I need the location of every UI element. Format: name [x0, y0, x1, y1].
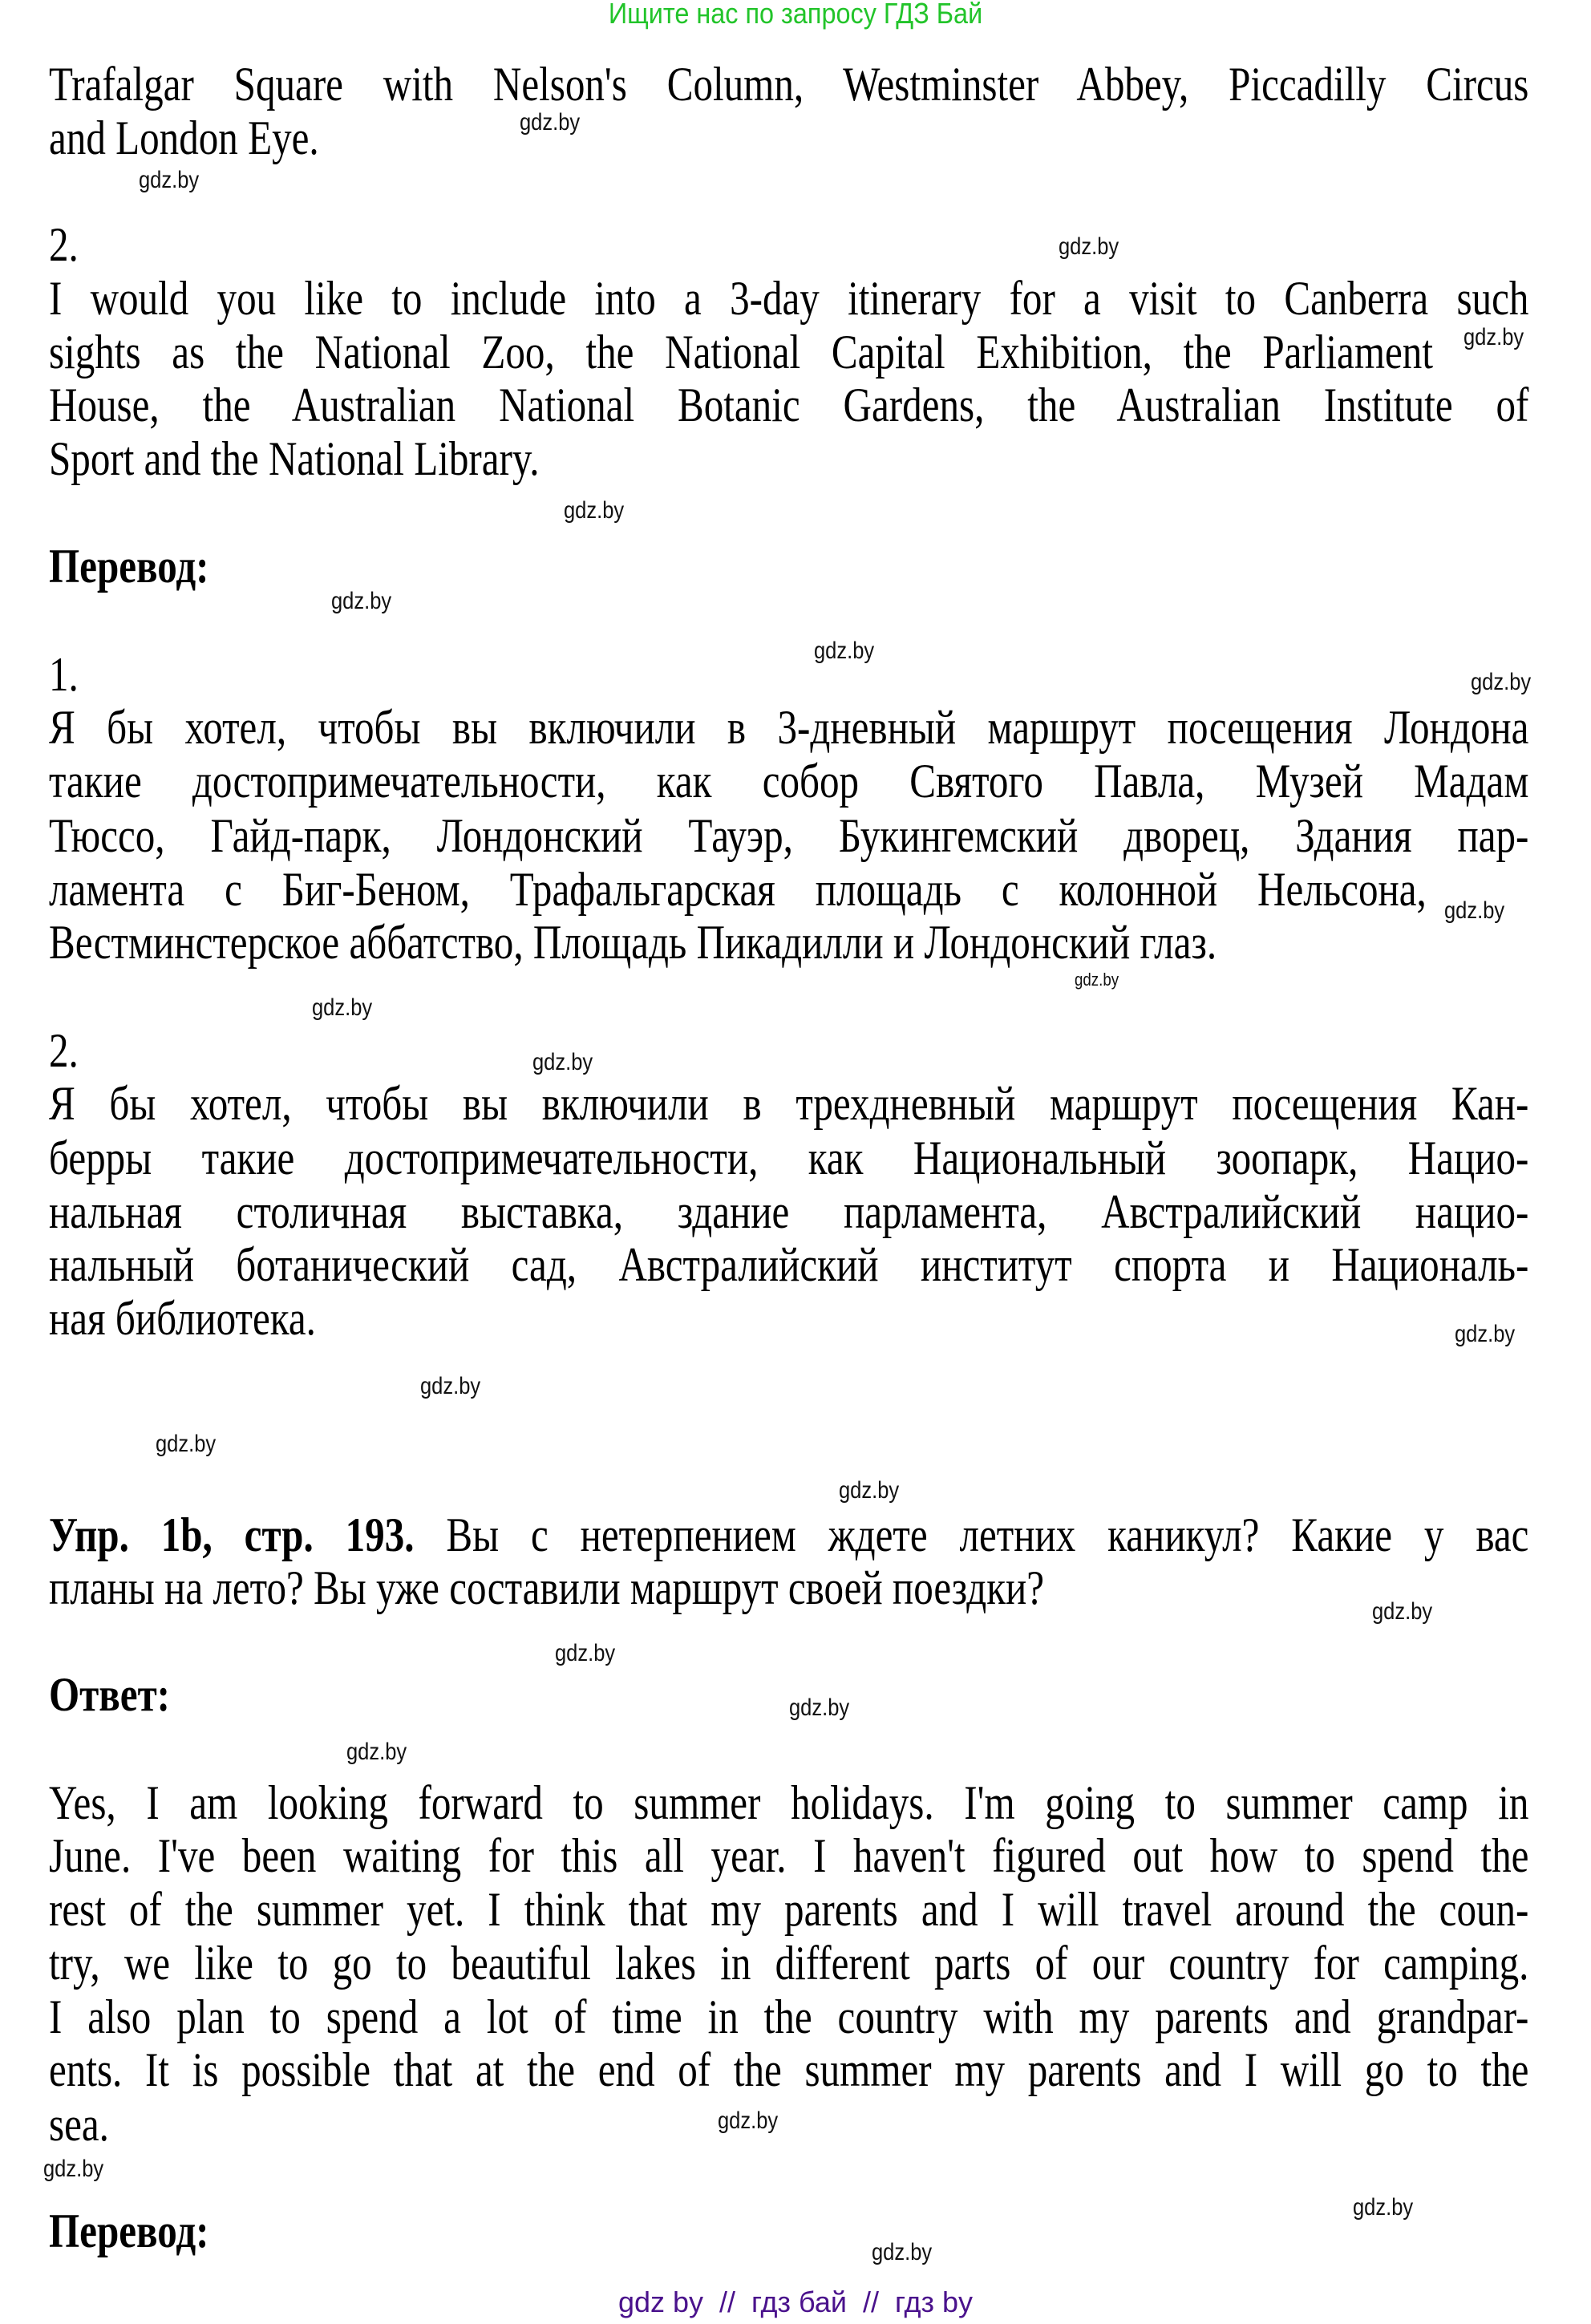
text-line: Я бы хотел, чтобы вы включили в 3-дневный маршрут посещения Лондона — [49, 701, 1529, 754]
text-line: I would you like to include into a 3-day itinerary for a visit to Canberra such — [49, 272, 1529, 325]
text-line: ная библиотека. — [49, 1292, 316, 1345]
watermark: gdz.by — [156, 1431, 217, 1457]
watermark: gdz.by — [312, 994, 373, 1021]
question-text: Вы с нетерпением ждете летних каникул? Какие у вас — [414, 1508, 1529, 1561]
section-heading-translation: Перевод: — [49, 2205, 209, 2257]
text-line: try, we like to go to beautiful lakes in different parts of our country for camping. — [49, 1937, 1529, 1990]
text-line — [49, 1508, 1528, 1561]
text-line: Тюссо, Гайд-парк, Лондонский Тауэр, Букингемский дворец, Здания пар- — [49, 809, 1529, 862]
text-line: Trafalgar Square with Nelson's Column, Westminster Abbey, Piccadilly Circus — [49, 58, 1529, 111]
text-line: June. I've been waiting for this all year. I haven't figured out how to spend the — [49, 1829, 1529, 1882]
watermark: gdz.by — [346, 1739, 407, 1765]
watermark: gdz.by — [1471, 669, 1532, 695]
text-line: Я бы хотел, чтобы вы включили в трехдневный маршрут посещения Кан- — [49, 1077, 1529, 1130]
item-number: 2. — [49, 218, 79, 271]
text-line: нальный ботанический сад, Австралийский институт спорта и Националь- — [49, 1238, 1529, 1291]
watermark: gdz.by — [1455, 1321, 1516, 1347]
item-number: 2. — [49, 1024, 79, 1077]
watermark: gdz.by — [520, 109, 581, 136]
text-line: ents. It is possible that at the end of the summer my parents and I will go to the — [49, 2043, 1529, 2096]
section-heading-translation: Перевод: — [49, 540, 209, 593]
item-number: 1. — [49, 648, 79, 701]
text-line: берры такие достопримечательности, как Национальный зоопарк, Нацио- — [49, 1132, 1529, 1184]
text-line: Вестминстерское аббатство, Площадь Пикадилли и Лондонский глаз. — [49, 916, 1217, 969]
watermark: gdz.by — [1372, 1598, 1433, 1625]
text-line: Yes, I am looking forward to summer holidays. I'm going to summer camp in — [49, 1776, 1529, 1829]
text-line: and London Eye. — [49, 111, 319, 164]
text-line: rest of the summer yet. I think that my parents and I will travel around the coun- — [49, 1883, 1529, 1936]
text-line: планы на лето? Вы уже составили маршрут своей поездки? — [49, 1561, 1045, 1614]
watermark: gdz.by — [139, 167, 200, 193]
section-heading-answer: Ответ: — [49, 1668, 171, 1721]
watermark: gdz.by — [1444, 897, 1505, 924]
watermark: gdz.by — [331, 588, 392, 614]
watermark: gdz.by — [1075, 970, 1119, 990]
text-line: нальная столичная выставка, здание парламента, Австралийский нацио- — [49, 1185, 1529, 1238]
watermark: gdz.by — [1353, 2194, 1414, 2221]
watermark: gdz.by — [1463, 324, 1524, 350]
text-line: sights as the National Zoo, the National Capital Exhibition, the Parliament — [49, 326, 1433, 379]
watermark: gdz.by — [532, 1049, 593, 1075]
watermark: gdz.by — [1059, 233, 1119, 260]
watermark: gdz.by — [43, 2156, 104, 2182]
text-line: ламента с Биг-Беном, Трафальгарская площадь с колонной Нельсона, — [49, 863, 1427, 916]
watermark: gdz.by — [789, 1694, 850, 1721]
watermark: gdz.by — [420, 1373, 481, 1399]
watermark: gdz.by — [718, 2107, 779, 2134]
watermark: gdz.by — [814, 638, 875, 664]
text-line: I also plan to spend a lot of time in the country with my parents and grandpar- — [49, 1990, 1529, 2043]
text-line: такие достопримечательности, как собор Святого Павла, Музей Мадам — [49, 755, 1529, 808]
text-line: Sport and the National Library. — [49, 432, 540, 485]
text-line: sea. — [49, 2098, 109, 2151]
footer-site-links[interactable]: gdz by // гдз бай // гдз by — [617, 2286, 974, 2318]
site-search-banner: Ищите нас по запросу ГДЗ Бай — [608, 0, 983, 30]
exercise-label: Упр. 1b, стр. 193. — [49, 1508, 415, 1561]
watermark: gdz.by — [872, 2239, 933, 2265]
watermark: gdz.by — [555, 1640, 616, 1666]
watermark: gdz.by — [839, 1477, 900, 1504]
watermark: gdz.by — [564, 497, 625, 524]
text-line: House, the Australian National Botanic Gardens, the Australian Institute of — [49, 379, 1529, 431]
